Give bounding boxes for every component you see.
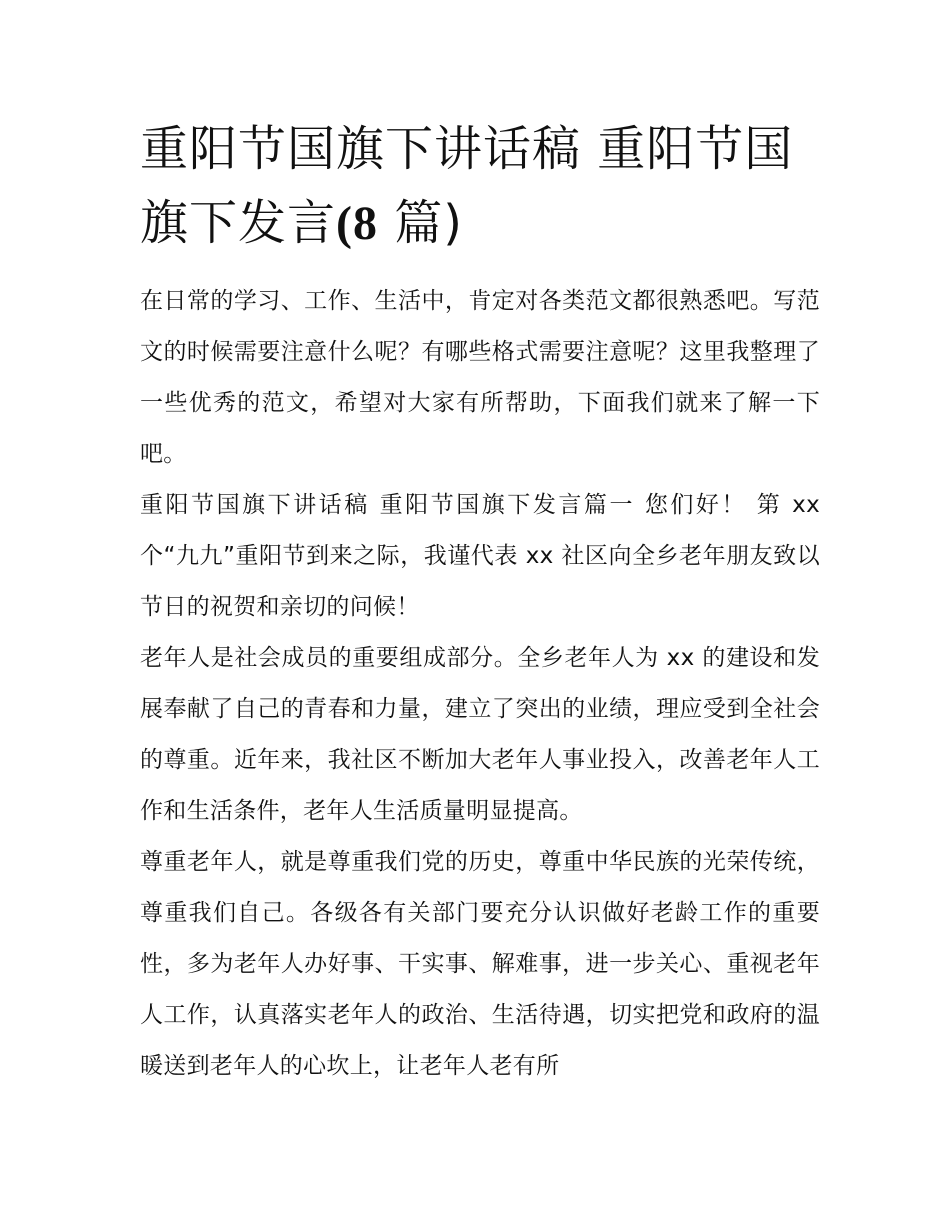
paragraph-elderly-contribution: 老年人是社会成员的重要组成部分。全乡老年人为 xx 的建设和发展奉献了自己的青春和力量，建立了突出的业绩，理应受到全社会的尊重。近年来，我社区不断加大老年人事业投入，改善老年人工作和生活条件，老年人生活质量明显提高。 [140, 645, 820, 824]
paragraph-greeting: 重阳节国旗下讲话稿 重阳节国旗下发言篇一 您们好！ 第 xx 个“九九”重阳节到来之际，我谨代表 xx 社区向全乡老年朋友致以节日的祝贺和亲切的问候！ [140, 492, 820, 620]
paragraph-respect-elderly: 尊重老年人，就是尊重我们党的历史，尊重中华民族的光荣传统，尊重我们自己。各级各有关部门要充分认识做好老龄工作的重要性，多为老年人办好事、干实事、解难事，进一步关心、重视老年人工作，认真落实老年人的政治、生活待遇，切实把党和政府的温暖送到老年人的心坎上，让老年人老有所 [140, 849, 820, 1079]
title-suffix: 篇) [378, 195, 463, 251]
title-text: 重阳节国旗下讲话稿 重阳节国旗下发言 [140, 121, 794, 251]
title-count: (8 [336, 197, 378, 250]
document-body [140, 276, 820, 1092]
paragraph-intro: 在日常的学习、工作、生活中，肯定对各类范文都很熟悉吧。写范文的时候需要注意什么呢？有哪些格式需要注意呢？这里我整理了一些优秀的范文，希望对大家有所帮助，下面我们就来了解一下吧。 [140, 288, 820, 467]
document-title [140, 112, 820, 261]
